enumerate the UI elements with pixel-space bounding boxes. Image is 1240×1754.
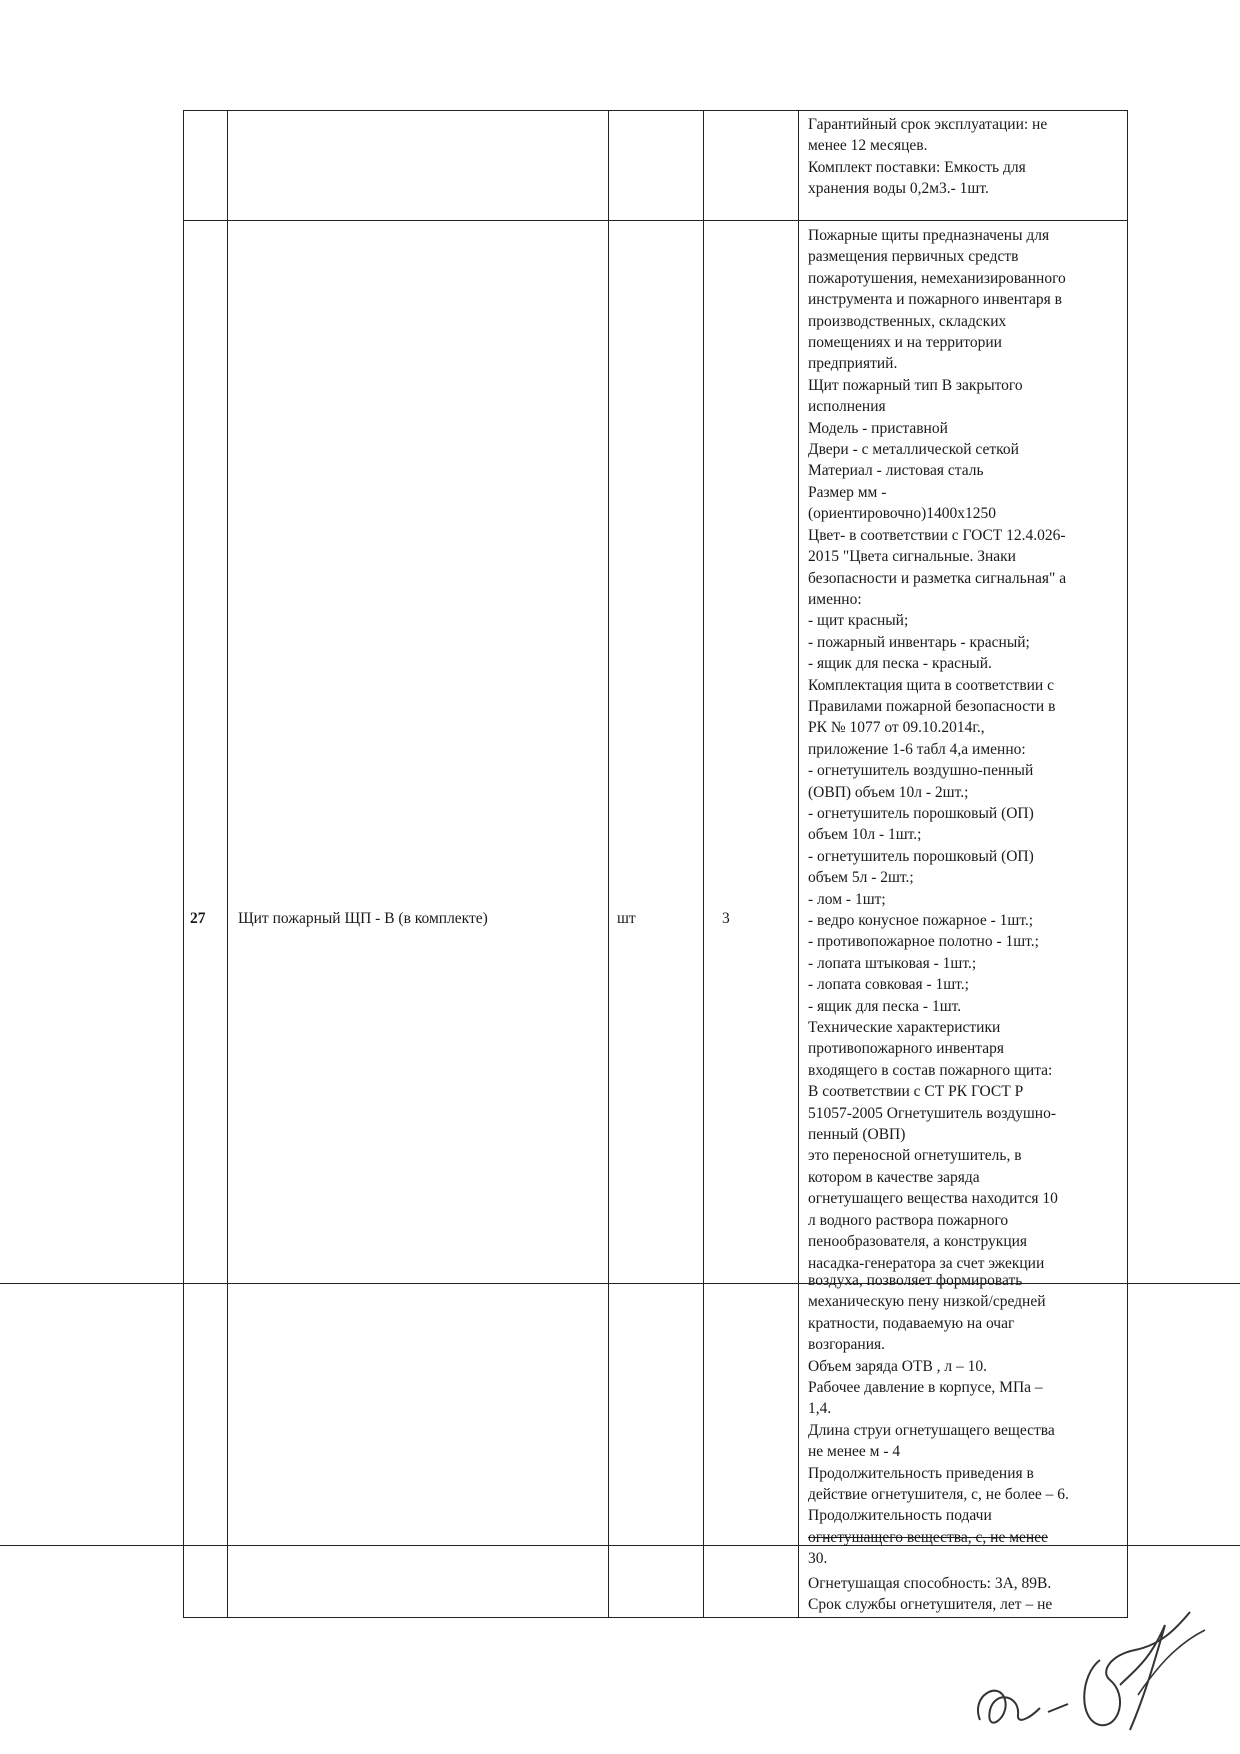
col-border-name — [608, 110, 609, 1618]
col-border-left — [183, 110, 184, 1618]
desc-line: - пожарный инвентарь - красный; — [808, 633, 1030, 651]
desc-line: - огнетушитель порошковый (ОП) — [808, 847, 1034, 865]
desc-line: пенообразователя, а конструкция — [808, 1233, 1028, 1251]
col-border-unit — [703, 110, 704, 1618]
desc-line: Двери - с металлической сеткой — [808, 441, 1019, 459]
desc-line: Огнетушащая способность: 3А, 89В. — [808, 1575, 1052, 1592]
col-border-num — [227, 110, 228, 1618]
desc-line: Рабочее давление в корпусе, МПа – — [808, 1379, 1043, 1397]
desc-line: Комплект поставки: Емкость для — [808, 158, 1026, 176]
desc-line: кратности, подаваемую на очаг — [808, 1314, 1015, 1332]
row27-description — [808, 225, 1126, 1274]
desc-line: хранения воды 0,2м3.- 1шт. — [808, 180, 989, 198]
desc-line: (ориентировочно)1400x1250 — [808, 505, 997, 523]
desc-line: объем 5л - 2шт.; — [808, 869, 914, 887]
desc-line: входящего в состав пожарного щита: — [808, 1061, 1053, 1079]
desc-line: Правилами пожарной безопасности в — [808, 697, 1056, 715]
desc-line: - лопата совковая - 1шт.; — [808, 976, 969, 994]
desc-line: - лопата штыковая - 1шт.; — [808, 954, 977, 972]
desc-line: РК № 1077 от 09.10.2014г., — [808, 719, 985, 737]
desc-line: противопожарного инвентаря — [808, 1040, 1004, 1058]
desc-line: помещениях и на территории — [808, 334, 1002, 352]
desc-line: л водного раствора пожарного — [808, 1211, 1009, 1229]
desc-line: - лом - 1шт; — [808, 890, 886, 908]
row-divider — [183, 220, 1128, 221]
row27-number: 27 — [190, 910, 206, 927]
desc-line: именно: — [808, 590, 862, 608]
desc-line: Материал - листовая сталь — [808, 462, 984, 480]
desc-line: 30. — [808, 1550, 828, 1568]
row27-unit: шт — [617, 910, 636, 927]
desc-line: инструмента и пожарного инвентаря в — [808, 291, 1062, 309]
desc-line: 1,4. — [808, 1400, 832, 1418]
desc-line: возгорания. — [808, 1336, 886, 1354]
desc-line: воздуха, позволяет формировать — [808, 1272, 1023, 1289]
desc-line: - ящик для песка - 1шт. — [808, 997, 962, 1015]
desc-line: Технические характеристики — [808, 1019, 1001, 1037]
desc-line: Модель - приставной — [808, 419, 948, 437]
desc-line: - ведро конусное пожарное - 1шт.; — [808, 912, 1034, 929]
desc-line: Цвет- в соответствии с ГОСТ 12.4.026- — [808, 526, 1066, 544]
desc-line: Щит пожарный тип В закрытого — [808, 376, 1023, 394]
desc-line: 2015 "Цвета сигнальные. Знаки — [808, 548, 1016, 566]
desc-line: Пожарные щиты предназначены для — [808, 227, 1050, 244]
desc-line: размещения первичных средств — [808, 248, 1019, 266]
desc-line: это переносной огнетушитель, в — [808, 1147, 1022, 1165]
row26-description — [808, 114, 1126, 200]
desc-line: насадка-генератора за счет эжекции — [808, 1254, 1045, 1272]
desc-line: огнетушащего вещества, с, не менее — [808, 1528, 1048, 1546]
desc-line: механическую пену низкой/средней — [808, 1293, 1046, 1311]
desc-line: Гарантийный срок эксплуатации: не — [808, 116, 1048, 133]
desc-line: - огнетушитель воздушно-пенный — [808, 762, 1034, 780]
col-border-right — [1127, 110, 1128, 1618]
desc-line: Продолжительность подачи — [808, 1507, 992, 1525]
desc-line: огнетушащего вещества находится 10 — [808, 1190, 1058, 1208]
continuation-description-a — [808, 1270, 1126, 1570]
desc-line: Размер мм - — [808, 483, 887, 501]
desc-line: Срок службы огнетушителя, лет – не — [808, 1596, 1053, 1614]
row27-item-name: Щит пожарный ЩП - В (в комплекте) — [238, 910, 488, 927]
desc-line: приложение 1-6 табл 4,а именно: — [808, 740, 1026, 758]
desc-line: - ящик для песка - красный. — [808, 655, 992, 673]
desc-line: Продолжительность приведения в — [808, 1464, 1034, 1482]
desc-line: объем 10л - 1шт.; — [808, 826, 922, 844]
desc-line: безопасности и разметка сигнальная" а — [808, 569, 1067, 587]
desc-line: (ОВП) объем 10л - 2шт.; — [808, 783, 969, 801]
desc-line: 51057-2005 Огнетушитель воздушно- — [808, 1104, 1056, 1122]
desc-line: действие огнетушителя, с, не более – 6. — [808, 1486, 1069, 1504]
desc-line: Длина струи огнетушащего вещества — [808, 1421, 1055, 1439]
desc-line: Комплектация щита в соответствии с — [808, 676, 1054, 694]
desc-line: не менее м - 4 — [808, 1443, 901, 1461]
desc-line: Объем заряда ОТВ , л – 10. — [808, 1357, 988, 1375]
desc-line: пожаротушения, немеханизированного — [808, 269, 1066, 287]
desc-line: исполнения — [808, 398, 886, 416]
desc-line: котором в качестве заряда — [808, 1168, 980, 1186]
desc-line: менее 12 месяцев. — [808, 137, 928, 155]
signature — [960, 1600, 1220, 1750]
desc-line: производственных, складских — [808, 312, 1007, 330]
desc-line: - огнетушитель порошковый (ОП) — [808, 804, 1034, 822]
col-border-qty — [798, 110, 799, 1618]
desc-line: - противопожарное полотно - 1шт.; — [808, 933, 1039, 951]
row27-quantity: 3 — [722, 910, 730, 927]
desc-line: В соответствии с СТ РК ГОСТ Р — [808, 1083, 1024, 1101]
table-top-border — [183, 110, 1128, 111]
desc-line: пенный (ОВП) — [808, 1126, 906, 1144]
desc-line: предприятий. — [808, 355, 898, 373]
desc-line: - щит красный; — [808, 612, 909, 630]
